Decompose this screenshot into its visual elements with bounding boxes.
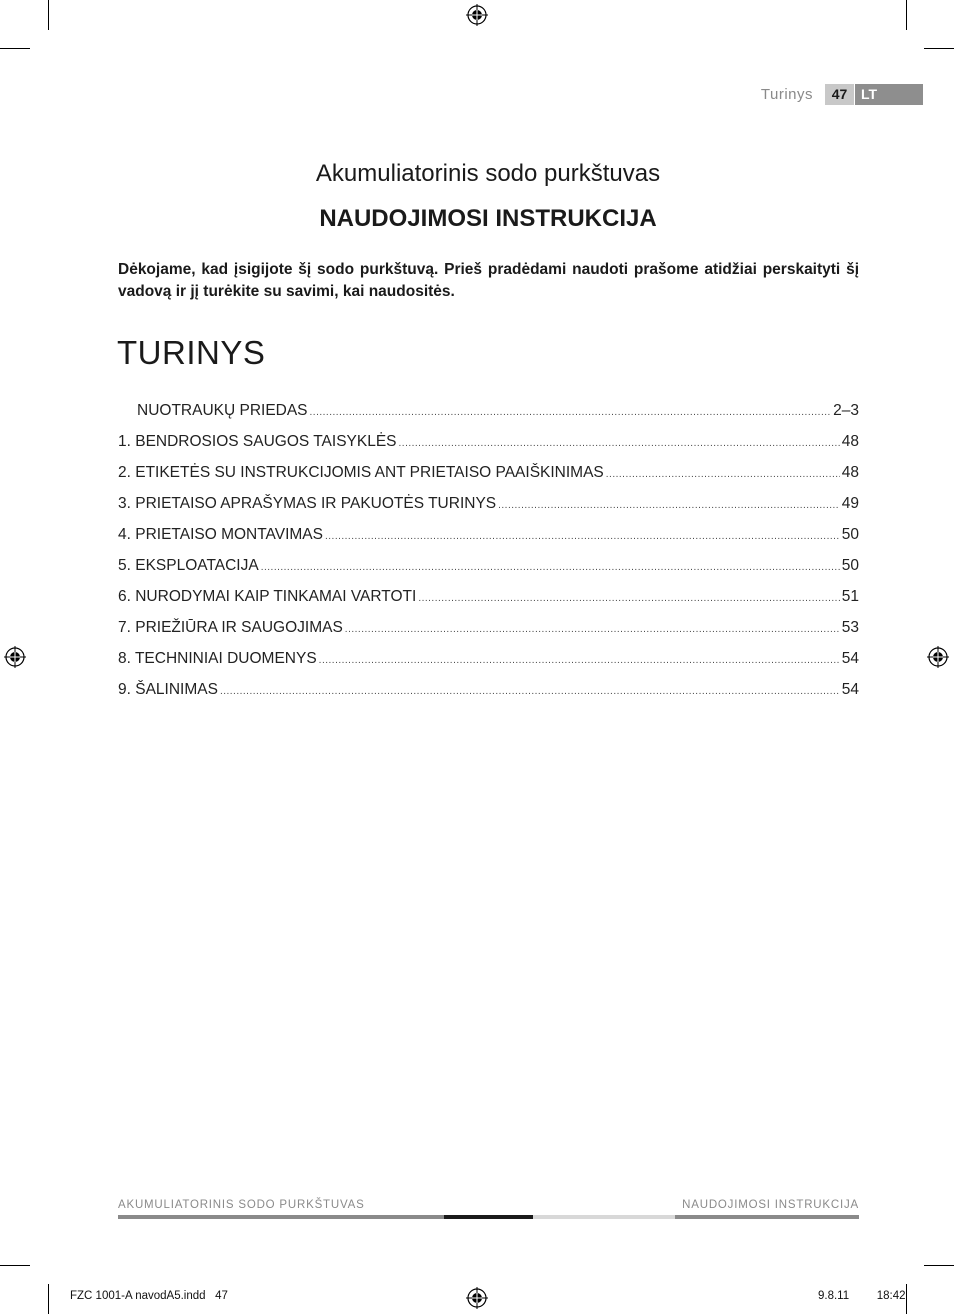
footer-right-text: NAUDOJIMOSI INSTRUKCIJA <box>682 1199 859 1211</box>
toc-entry <box>118 526 859 557</box>
table-of-contents <box>118 402 859 712</box>
toc-heading: TURINYS <box>117 334 266 371</box>
registration-mark-icon <box>466 4 488 26</box>
toc-entry <box>118 650 859 681</box>
toc-entry <box>118 433 859 464</box>
toc-entry-page: 48 <box>841 433 859 450</box>
toc-entry-label: 6. NURODYMAI KAIP TINKAMAI VARTOTI <box>118 588 417 605</box>
toc-entry-label: 5. EKSPLOATACIJA <box>118 557 259 574</box>
toc-entry <box>118 681 859 712</box>
toc-entry-label: 9. ŠALINIMAS <box>118 681 218 698</box>
toc-entry-page: 54 <box>841 681 859 698</box>
crop-mark-top-left-v <box>48 0 49 30</box>
toc-leader-dots <box>261 562 840 573</box>
registration-mark-icon <box>466 1287 488 1309</box>
intro-paragraph: Dėkojame, kad įsigijote šį sodo purkštuvą. Prieš pradėdami naudoti prašome atidžiai perskaityti šį vadovą ir jį turėkite su savimi, kai naudositės. <box>118 261 859 300</box>
toc-leader-dots <box>325 531 840 542</box>
registration-mark-icon <box>4 646 26 668</box>
footer-bar-segment <box>533 1215 675 1219</box>
toc-leader-dots <box>310 407 832 418</box>
crop-mark-bottom-left-h <box>0 1265 30 1266</box>
toc-entry-page: 51 <box>841 588 859 605</box>
print-slug-filename: FZC 1001-A navodA5.indd 47 <box>70 1290 228 1302</box>
toc-entry-page: 2–3 <box>833 402 859 419</box>
toc-leader-dots <box>319 655 840 666</box>
toc-entry <box>118 557 859 588</box>
toc-entry <box>118 464 859 495</box>
toc-entry-page: 50 <box>841 557 859 574</box>
toc-entry-label: NUOTRAUKŲ PRIEDAS <box>137 402 308 419</box>
crop-mark-bottom-left-v <box>48 1284 49 1314</box>
toc-leader-dots <box>220 686 840 697</box>
toc-entry-label: 7. PRIEŽIŪRA IR SAUGOJIMAS <box>118 619 343 636</box>
toc-entry-page: 54 <box>841 650 859 667</box>
toc-entry-label: 2. ETIKETĖS SU INSTRUKCIJOMIS ANT PRIETAISO PAAIŠKINIMAS <box>118 464 604 481</box>
toc-leader-dots <box>606 469 840 480</box>
registration-mark-icon <box>927 646 949 668</box>
header-language-badge: LT <box>855 84 923 105</box>
toc-entry <box>118 402 859 433</box>
toc-leader-dots <box>345 624 840 635</box>
print-slug-datetime: 9.8.11 18:42 <box>818 1290 906 1302</box>
toc-entry-label: 1. BENDROSIOS SAUGOS TAISYKLĖS <box>118 433 397 450</box>
footer-bar-segment <box>444 1215 533 1219</box>
header-section-title: Turinys <box>760 86 813 103</box>
crop-mark-top-right-h <box>924 48 954 49</box>
crop-mark-top-left-h <box>0 48 30 49</box>
crop-mark-bottom-right-h <box>924 1265 954 1266</box>
toc-entry-page: 48 <box>841 464 859 481</box>
toc-leader-dots <box>418 593 839 604</box>
toc-leader-dots <box>498 500 840 511</box>
toc-entry-label: 4. PRIETAISO MONTAVIMAS <box>118 526 323 543</box>
footer-bar-segment <box>675 1215 859 1219</box>
toc-entry <box>118 495 859 526</box>
document-subtitle: NAUDOJIMOSI INSTRUKCIJA <box>319 205 657 232</box>
toc-entry-page: 50 <box>841 526 859 543</box>
toc-entry <box>118 588 859 619</box>
toc-entry-page: 49 <box>841 495 859 512</box>
header-page-number: 47 <box>825 84 854 105</box>
footer-left-text: AKUMULIATORINIS SODO PURKŠTUVAS <box>118 1199 365 1211</box>
toc-entry-label: 3. PRIETAISO APRAŠYMAS IR PAKUOTĖS TURINYS <box>118 495 497 512</box>
crop-mark-top-right-v <box>906 0 907 30</box>
toc-leader-dots <box>399 438 840 449</box>
toc-entry <box>118 619 859 650</box>
crop-mark-bottom-right-v <box>906 1284 907 1314</box>
toc-entry-label: 8. TECHNINIAI DUOMENYS <box>118 650 317 667</box>
toc-entry-page: 53 <box>841 619 859 636</box>
footer-bar-segment <box>118 1215 444 1219</box>
document-title: Akumuliatorinis sodo purkštuvas <box>315 160 661 187</box>
